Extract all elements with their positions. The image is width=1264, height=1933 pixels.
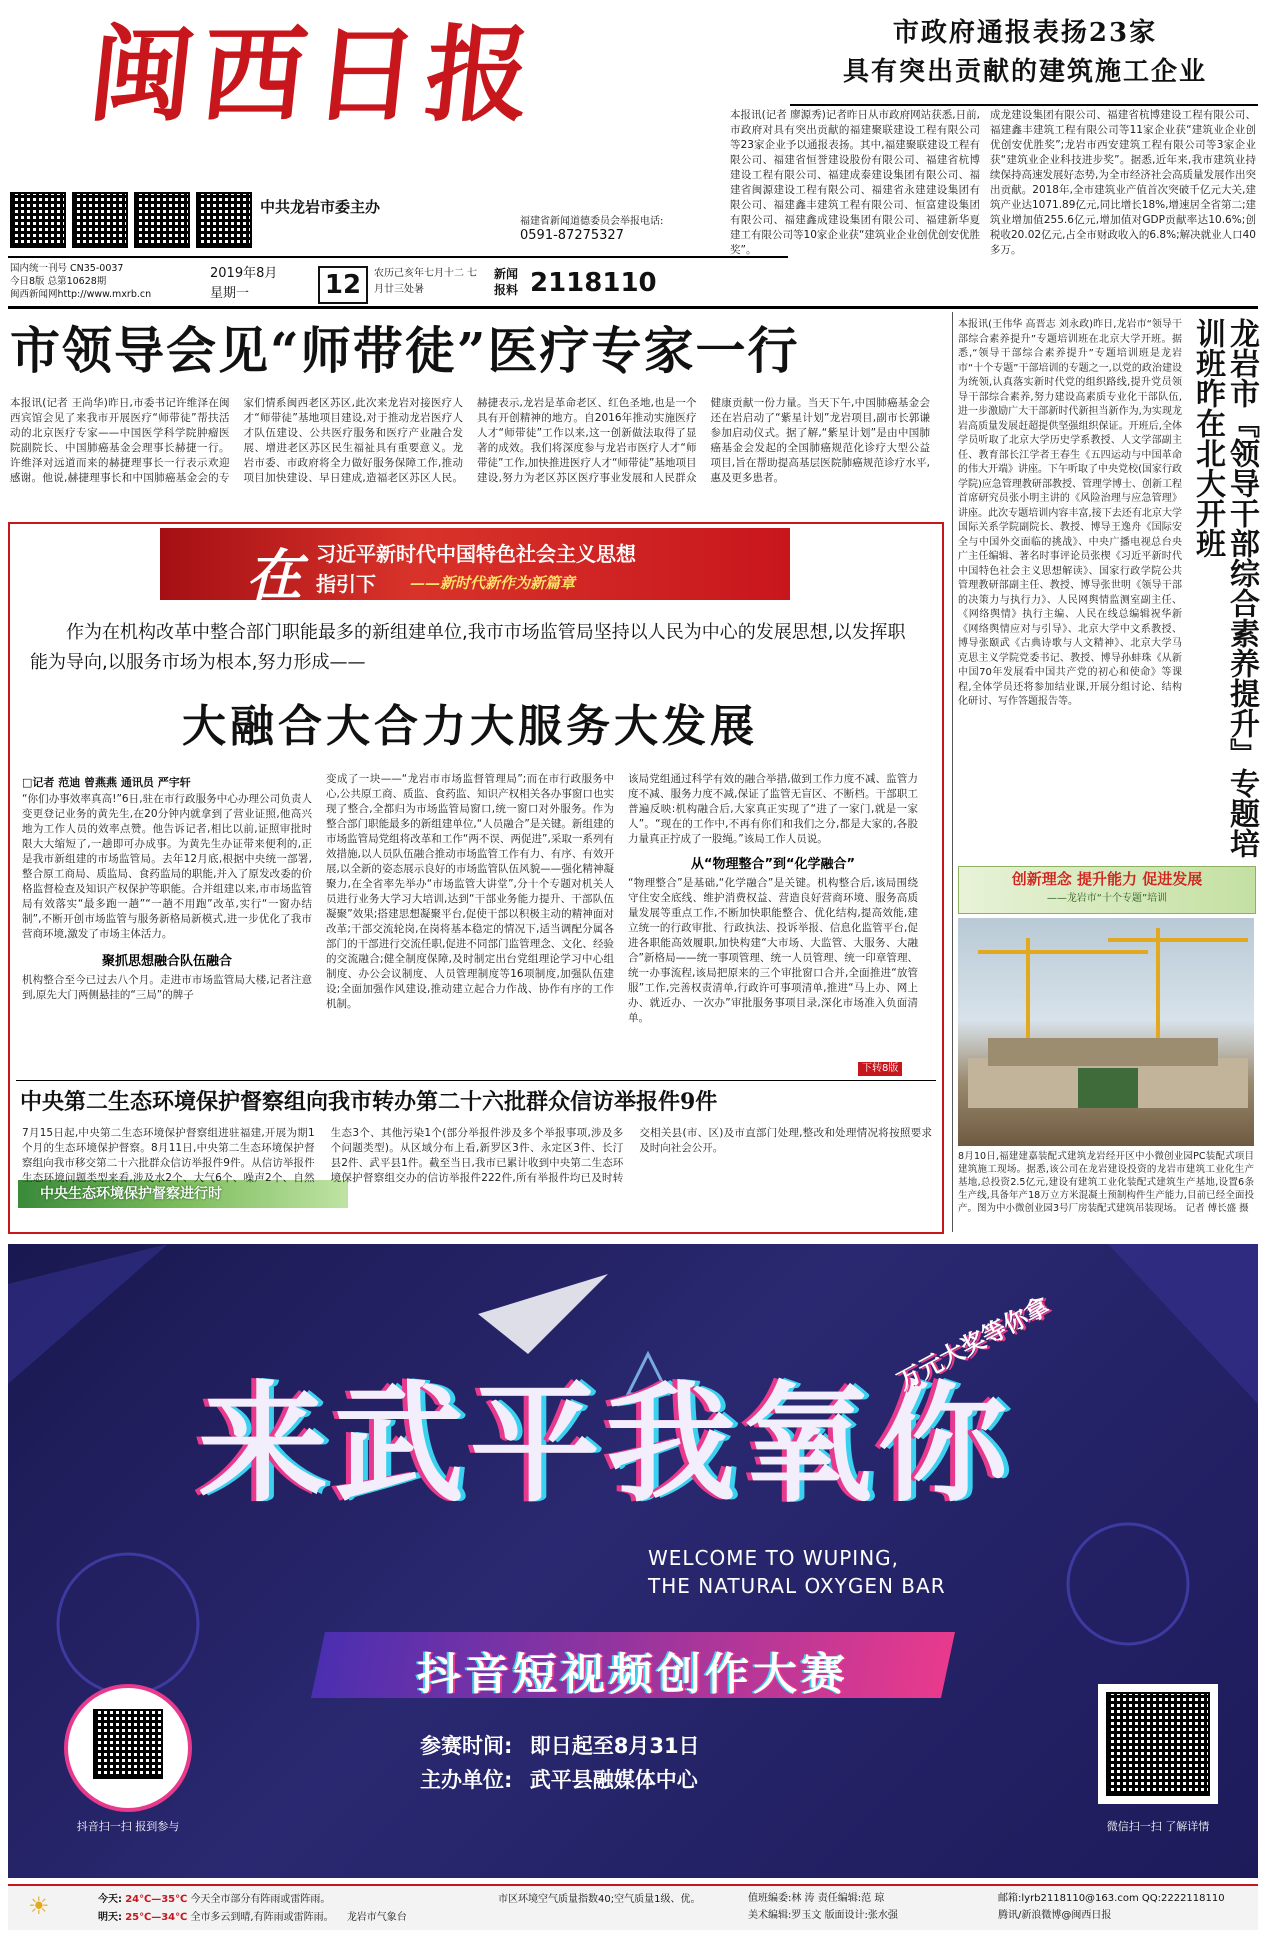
advert-english-1: WELCOME TO WUPING, — [648, 1546, 900, 1570]
douyin-qr[interactable] — [64, 1684, 192, 1812]
feature-col-3-text-b: “物理整合”是基础,“化学融合”是关键。机构整合后,该局围绕守住安全底线、维护消费权益、营造良好营商环境、服务高质量发展等重点工作,不断加快职能整合、优化结构,提高效能,建立统一的行政审批、行政执法、投诉举报、信息化监管平台,促进各职能高效履职,加快构建“大市场、大监管、大服务、大融合”新格局——统一事项管理、统一人员管理、统一印章管理、统一办事流程,该局把原来的三个审批窗口合并,全面推进“放管服”工作,完善权责清单,行政许可事项清单,推进“马上办、网上办、就近办、一次办”审批服务事项目录,深化市场准入负面清单。 — [628, 877, 918, 1024]
construction-photo — [958, 918, 1254, 1146]
advert-english-2: THE NATURAL OXYGEN BAR — [648, 1574, 946, 1598]
contacts: 邮箱:lyrb2118110@163.com QQ:2222118110 腾讯/新浪微博@闽西日报 — [998, 1893, 1225, 1921]
eco-banner-text: 中央生态环境保护督察进行时 — [40, 1186, 222, 1202]
banner-line-2: 指引下 — [316, 572, 376, 596]
lead-headline: 市领导会见“师带徒”医疗专家一行 — [10, 321, 800, 380]
feature-col-1 — [22, 792, 312, 1072]
report-line: 福建省新闻道德委员会举报电话: 0591-87275327 — [520, 216, 664, 243]
lunar-date: 农历己亥年七月十二 七月廿三处暑 — [374, 268, 478, 295]
feature-col-3 — [628, 772, 918, 1072]
qr-code-2 — [72, 192, 128, 248]
time-value: 即日起至8月31日 — [529, 1734, 700, 1758]
top-story-body-1: 本报讯(记者 廖源秀)记者昨日从市政府网站获悉,日前,市政府对具有突出贡献的福建聚联建设工程有限公司等23家企业予以通报表扬。其中,福建聚联建设工程有限公司、福建省恒誉建设股份有限公司、福建省杭博建设工程有限公司、福建成泰建设集团有限公司、福建省闽源建设工程有限公司、福建省永建建设集团有限公司、福建鑫丰建筑工程有限公司、恒富建设集团有限公司、福建鑫成建设集团有限公司、福建新华夏建工有限公司等10家企业获“建筑业企业创优创安优胜奖”。 — [730, 109, 980, 256]
issue-day: 12 — [318, 266, 368, 304]
banner-line-1: 习近平新时代中国特色社会主义思想 — [316, 542, 636, 566]
side-ad-line1: 创新理念 提升能力 促进发展 — [1011, 870, 1203, 888]
feature-col-1-text-b: 机构整合至今已过去八个月。走进市市场监管局大楼,记者注意到,原先大门两侧悬挂的“三局”的牌子 — [22, 974, 312, 1001]
banner-char: 在 — [246, 543, 302, 609]
side-ad — [958, 866, 1256, 914]
feature-col-1-subhead: 聚抓思想融合队伍融合 — [101, 954, 232, 969]
hotline-number: 2118110 — [530, 268, 657, 298]
advert-title: 来武平我氧你 — [198, 1367, 1015, 1520]
contest-time — [420, 1730, 700, 1760]
eco-body: 7月15日起,中央第二生态环境保护督察组进驻福建,开展为期1个月的生态环境保护督察。8月11日,中央第二生态环境保护督察组向我市移交第二十六批群众信访举报件9件。从信访举报件生态环境问题类型来看,涉及水2个、大气6个、噪声2个、自然生态3个、其他污染1个(部分举报件涉及多个举报事项,涉及多个问题类型)。从区域分布上看,新罗区3件、永定区3件、长汀县2件、武平县1件。截至当日,我市已累计收到中央第二生态环境保护督察组交办的信访举报件222件,所有举报件均已及时转交相关县(市、区)及市直部门处理,整改和处理情况将按照要求及时向社会公开。 — [22, 1127, 932, 1184]
weather-today: 今天: 24℃—35℃ 今天全市部分有阵雨或雷阵雨。 — [98, 1894, 331, 1905]
feature-col-3-text: 该局党组通过科学有效的融合举措,做到工作力度不减、监管力度不减、服务力度不减,保证了监管无盲区、不断档。干部职工普遍反映:机构融合后,大家真正实现了“进了一家门,就是一家人”。“现在的工作中,不再有你们和我们之分,都是大家的,各股力量真正拧成了一股绳。”该局工作人员说。 — [628, 773, 918, 845]
qr-code-1 — [10, 192, 66, 248]
douyin-qr-pattern — [93, 1709, 163, 1779]
masthead — [0, 0, 790, 320]
weather-tomorrow: 明天: 25℃—34℃ 全市多云到晴,有阵雨或雷阵雨。 龙岩市气象台 — [98, 1912, 407, 1923]
contest-organizer — [420, 1764, 698, 1794]
weather-icon: ☀ — [28, 1892, 50, 1920]
org-label: 主办单位: — [420, 1768, 513, 1792]
top-story-rule — [790, 104, 1258, 106]
time-label: 参赛时间: — [420, 1734, 513, 1758]
feature-intro: 作为在机构改革中整合部门职能最多的新组建单位,我市市场监管局坚持以人民为中心的发展思想,以发挥职能为导向,以服务市场为根本,努力形成—— — [30, 622, 906, 673]
masthead-rule — [8, 256, 788, 258]
wechat-qr-caption: 微信扫一扫 了解详情 — [1106, 1820, 1210, 1833]
side-divider — [952, 312, 953, 1232]
air-quality: 市区环境空气质量指数40;空气质量1级、优。 — [498, 1894, 701, 1905]
advert-corner-tag: 万元大奖等你拿 — [892, 1291, 1054, 1396]
top-story-headline-1: 市政府通报表扬23家 — [892, 18, 1158, 48]
construction-scene — [958, 918, 1254, 1146]
qr-code-4 — [196, 192, 252, 248]
feature-byline: □记者 范迪 曾燕燕 通讯员 严宇轩 — [22, 776, 191, 789]
side-headline: 龙岩市『领导干部综合素养提升』专题培训班昨在北大开班 — [1190, 318, 1259, 858]
feature-col-2: 变成了一块——“龙岩市市场监督管理局”;而在市行政服务中心,公共原工商、质监、食药监、知识产权相关各办事窗口也实现了整合,全都归为市场监管局窗口,统一窗口对外服务。作为整合部门职能最多的新组建单位,“人员融合”是关键。新组建的市场监管局党组将改革和工作“两不误、两促进”,采取一系列有效措施,以人员队伍融合推动市场监管工作有力、有序、有效开展,以全新的姿态展示良好的市场监管队伍风貌——强化精神凝聚力,在全省率先举办“市场监管大讲堂”,分十个专题对机关人员进行业务大学习大培训,达到“干部业务能力提升、干部队伍凝聚”效果;搭建思想凝聚平台,促使干部以积极主动的精神面对改革;干部交流轮岗,在岗将基本稳定的情况下,适当调配分属各部门的干部进行交流任职,促进不同部门监管理念、文化、经验的交流融合;健全制度保障,及时制定出台党组理论学习中心组制度、办公会议制度、人员管理制度等16项制度,加强队伍建设;全面加强作风建设,推动建立起合力作战、协作有序的工作机制。 — [326, 773, 614, 1010]
footer — [8, 1884, 1258, 1930]
side-body: 本报讯(王伟华 高晋志 刘永政)昨日,龙岩市“领导干部综合素养提升”专题培训班在北京大学开班。据悉,“领导干部综合素养提升”专题培训班是龙岩市“十个专题”干部培训的专题之一,以党的政治建设为统领,认真落实新时代党的组织路线,提升党员领导干部综合素养,努力建设高素质专业化干部队伍,进一步激励广大干部新时代新担当新作为,为实现龙岩高质量发展赶超提供坚强组织保证。开班后,全体学员听取了北京大学历史学系教授、人文学部副主任、教育部长江学者王春生《五四运动与中国革命的伟大开端》讲座。下午听取了中央党校(国家行政学院)应急管理教研部教授、管理学博士、创新工程首席研究员张小明主讲的《风险治理与应急管理》讲座。此次专题培训内容丰富,接下去还有北京大学国际关系学院副院长、教授、博导王逸舟《国际安全与中国外交面临的挑战》、中央广播电视总台央广主任编辑、著名时事评论员张楔《习近平新时代中国特色社会主义思想解读》、国家行政学院公共管理教研部副主任、教授、博导张世明《领导干部的决策力与执行力》、人民网舆情监测室副主任、《网络舆情》执行主编、人民在线总编辑祝华新《网络舆情应对与引导》、北京大学中文系教授、博导张颐武《古典诗歌与人文精神》、北京大学马克思主义学院党委书记、教授、博导孙蚌珠《从新中国70年发展看中国共产党的初心和使命》等课程,全体学员还将参加结业课,开展分组讨论、结构化研讨、写作答题报告等。 — [958, 319, 1182, 707]
top-story-headline-2: 具有突出贡献的建筑施工企业 — [842, 57, 1207, 87]
top-story-body-2: 成龙建设集团有限公司、福建省杭博建设工程有限公司、福建鑫丰建筑工程有限公司等11家企业获“建筑业企业创优创安优胜奖”;龙岩市西安建筑工程有限公司等3家企业获“建筑业企业科技进步奖”。据悉,近年来,我市建筑业持续保持高速发展好态势,为全市经济社会高质量发展作出突出贡献。2018年,全市建筑业产值首次突破千亿元大关,建筑产业达1071.89亿元,同比增长18%,增速居全省第二;建筑业增加值255.6亿元,增加值对GDP贡献率达10.6%;创税收20.02亿元,占全市财政收入的6.8%;解决就业人口40多万。 — [990, 109, 1256, 256]
side-ad-line2: ——龙岩市“十个专题”培训 — [1046, 893, 1168, 904]
wechat-qr[interactable] — [1098, 1684, 1218, 1804]
newspaper-logo: 闽西日报 — [83, 13, 545, 136]
org-value: 武平县融媒体中心 — [529, 1768, 698, 1792]
lead-body: 本报讯(记者 王尚华)昨日,市委书记许维泽在闽西宾馆会见了来我市开展医疗“师带徒”帮扶活动的北京医疗专家——中国医学科学院肿瘤医院副院长、中国肺癌基金会理事长赫捷一行。许维泽对远道而来的赫捷理事长一行表示欢迎感谢。他说,赫捷理事长和中国肺癌基金会的专家们情系闽西老区苏区,此次来龙岩对接医疗人才“师带徒”基地项目建设,对于推动龙岩医疗人才队伍建设、公共医疗服务和医疗产业融合发展、增进老区苏区民生福祉具有重要意义。龙岩市委、市政府将全力做好服务保障工作,推动项目加快建设、早日建成,造福老区苏区人民。赫捷表示,龙岩是革命老区、红色圣地,也是一个具有开创精神的地方。自2016年推动实施医疗人才“师带徒”工作以来,这一创新做法取得了显著的成效。我们将深度参与龙岩市医疗人才“师带徒”工作,加快推进医疗人才“师带徒”基地项目建设,努力为老区苏区医疗事业发展和人民群众健康贡献一份力量。当天下午,中国肺癌基金会还在岩启动了“紫星计划”龙岩项目,副市长郭谦参加启动仪式。据了解,“紫星计划”是由中国肺癌基金会发起的全国肺癌规范化诊疗大型公益项目,旨在帮助提高基层医院肺癌规范诊疗水平,惠及更多患者。 — [10, 397, 930, 484]
header-divider — [8, 306, 1258, 309]
feature-col-3-subhead: 从“物理整合”到“化学融合” — [690, 857, 856, 872]
eco-headline: 中央第二生态环境保护督察组向我市转办第二十六批群众信访举报件9件 — [20, 1089, 718, 1115]
qr-code-3 — [134, 192, 190, 248]
editors: 值班编委:林 涛 责任编辑:范 琼 美术编辑:罗玉文 版面设计:张水强 — [748, 1893, 898, 1921]
hotline-label: 新闻报料 — [494, 267, 519, 297]
douyin-qr-caption: 抖音扫一扫 报到参与 — [76, 1820, 180, 1833]
banner-slogan: ——新时代新作为新篇章 — [410, 574, 576, 592]
issue-date: 2019年8月 星期一 — [210, 266, 278, 301]
publication-info: 国内统一刊号 CN35-0037 今日8版 总第10628期 闽西新闻网http://www.mxrb.cn — [10, 263, 152, 300]
photo-caption: 8月10日,福建建嘉装配式建筑龙岩经开区中小微创业园PC装配式项目建筑施工现场。据悉,该公司在龙岩建设投资的龙岩市建筑工业化生产基地,总投资2.5亿元,建设有建筑工业化装配式建筑生产基地,设置6条生产线,具备年产18万立方米混凝土预制构件生产能力,目前已经全面投产。图为中小微创业园3号厂房装配式建筑吊装现场。 记者 傅长盛 摄 — [958, 1151, 1254, 1214]
contest-title: 抖音短视频创作大赛 — [417, 1649, 849, 1700]
tourism-advert — [8, 1244, 1258, 1878]
feature-headline: 大融合大合力大服务大发展 — [182, 701, 758, 752]
feature-col-1-text: “你们办事效率真高!”6日,驻在市行政服务中心办理公司负责人变更登记业务的黄先生,在20分钟内就拿到了营业证照,他高兴地为工作人员的效率点赞。他告诉记者,相比以前,证照审批时限大大缩短了,一趟即可办成事。为黄先生办证带来便利的,正是我市新组建的市场监管局。去年12月底,根据中央统一部署,整合原工商局、质监局、食药监局的职能,并入了原发改委的价格监督检查及知识产权保护等职能。合并组建以来,市市场监管局有效落实“最多跑一趟”“一趟不用跑”改革,实行“一窗办结制”,不断开创市场监管与服务新格局新模式,进一步优化了我市营商环境,激发了市场主体活力。 — [22, 793, 312, 940]
eco-rule — [16, 1080, 936, 1081]
feature-banner — [160, 528, 790, 609]
sponsor-line: 中共龙岩市委主办 — [260, 198, 381, 216]
wechat-qr-pattern — [1106, 1692, 1210, 1796]
continued-tag: 下转8版 — [858, 1062, 902, 1076]
